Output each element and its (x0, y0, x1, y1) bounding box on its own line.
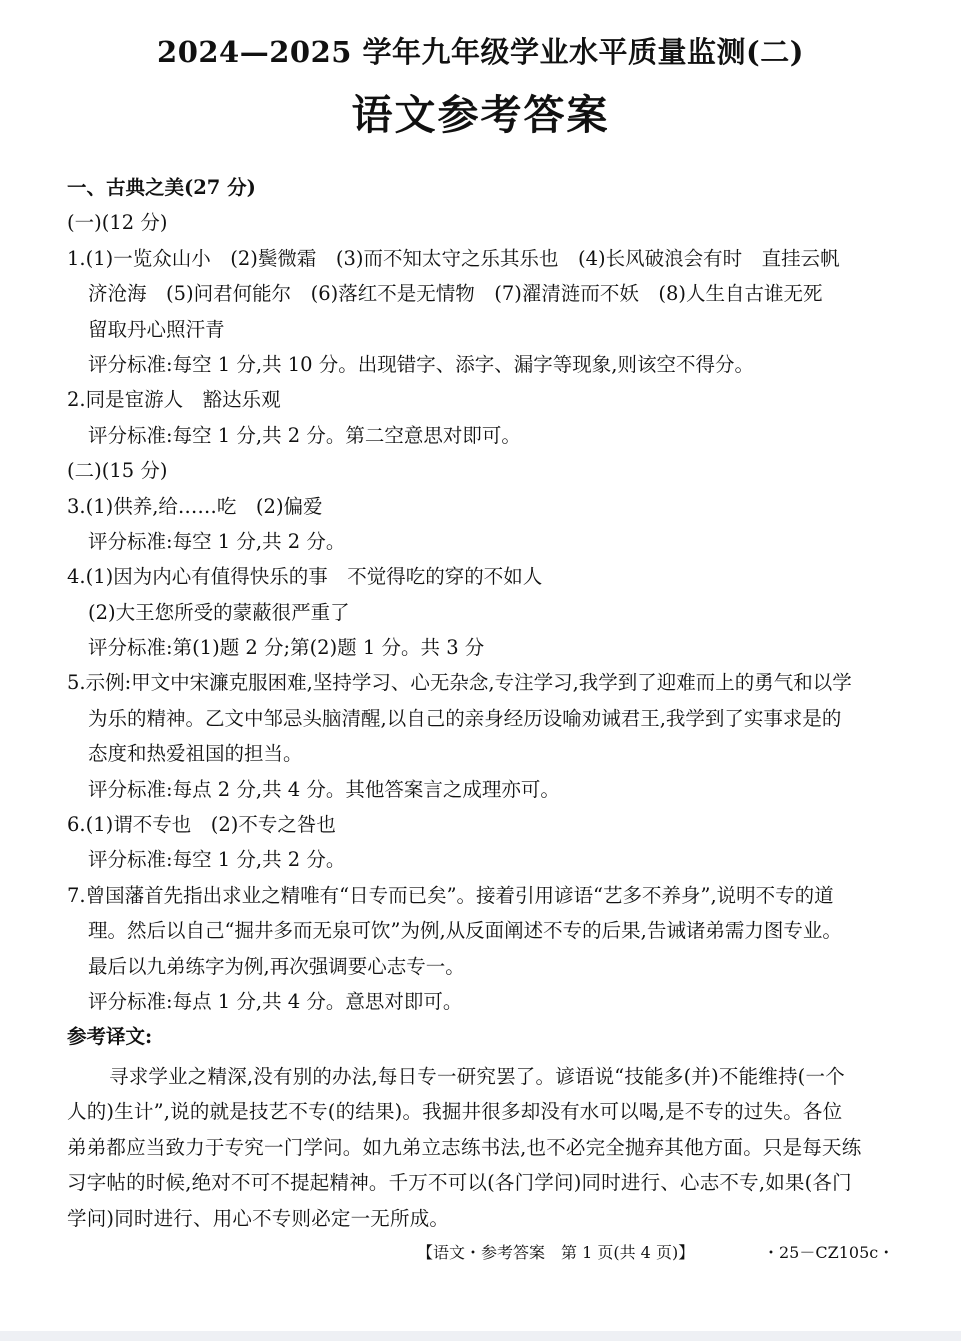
answer-line: 参考译文: (67, 1025, 153, 1049)
answer-line: 评分标准:第(1)题 2 分;第(2)题 1 分。共 3 分 (88, 636, 485, 660)
answer-line: 评分标准:每点 1 分,共 4 分。意思对即可。 (88, 989, 463, 1013)
page-footer (0, 1240, 961, 1264)
answer-line: 评分标准:每点 2 分,共 4 分。其他答案言之成理亦可。 (88, 777, 560, 801)
translation-line: 弟弟都应当致力于专究一门学问。如九弟立志练书法,也不必完全抛弃其他方面。只是每天练 (67, 1135, 862, 1159)
bottom-edge (0, 1331, 961, 1341)
answer-line: 评分标准:每空 1 分,共 2 分。 (88, 529, 346, 553)
answer-content (67, 170, 897, 1236)
answer-line: (2)大王您所受的蒙蔽很严重了 (88, 600, 350, 624)
answer-line: 2.同是宦游人 豁达乐观 (67, 388, 281, 412)
answer-line: 评分标准:每空 1 分,共 2 分。 (88, 848, 346, 872)
footer-code: ・25－CZ105c・ (763, 1243, 895, 1262)
translation-line: 习字帖的时候,绝对不可不提起精神。千万不可以(各门学问)同时进行、心志不专,如果(各门 (67, 1171, 852, 1195)
answer-line: 评分标准:每空 1 分,共 10 分。出现错字、添字、漏字等现象,则该空不得分。 (88, 352, 754, 376)
answer-line: 3.(1)供养,给……吃 (2)偏爱 (67, 494, 323, 518)
answer-line: 1.(1)一览众山小 (2)鬓微霜 (3)而不知太守之乐其乐也 (4)长风破浪会有时 直挂云帆 (67, 246, 840, 270)
answer-line: 7.曾国藩首先指出求业之精唯有“日专而已矣”。接着引用谚语“艺多不养身”,说明不专的道 (67, 883, 834, 907)
answer-line: 最后以九弟练字为例,再次强调要心志专一。 (88, 954, 465, 978)
exam-title: 2024—2025 学年九年级学业水平质量监测(二) (157, 35, 804, 69)
translation-line: 人的)生计”,说的就是技艺不专(的结果)。我掘井很多却没有水可以喝,是不专的过失。各位 (67, 1100, 843, 1124)
answer-line: 4.(1)因为内心有值得快乐的事 不觉得吃的穿的不如人 (67, 565, 543, 589)
reference-translation (67, 1059, 897, 1237)
document-title: 语文参考答案 (351, 91, 610, 139)
answer-line: 评分标准:每空 1 分,共 2 分。第二空意思对即可。 (88, 423, 521, 447)
answer-line: 一、古典之美(27 分) (67, 176, 256, 199)
answer-line: 为乐的精神。乙文中邹忌头脑清醒,以自己的亲身经历设喻劝诫君王,我学到了实事求是的 (88, 706, 842, 730)
answer-line: (一)(12 分) (67, 211, 168, 235)
footer-page-info: 【语文・参考答案 第 1 页(共 4 页)】 (417, 1243, 695, 1262)
answer-line: 留取丹心照汗青 (88, 317, 225, 341)
answer-line: 5.示例:甲文中宋濂克服困难,坚持学习、心无杂念,专注学习,我学到了迎难而上的勇气和以学 (67, 671, 852, 695)
answer-line: 济沧海 (5)问君何能尔 (6)落红不是无情物 (7)濯清涟而不妖 (8)人生自古谁无死 (88, 282, 823, 306)
answer-line: 态度和热爱祖国的担当。 (88, 742, 303, 766)
answer-lines (67, 170, 897, 1055)
answer-line: 理。然后以自己“掘井多而无泉可饮”为例,从反面阐述不专的后果,告诫诸弟需力图专业。 (88, 919, 842, 943)
answer-line: (二)(15 分) (67, 459, 168, 483)
answer-line: 6.(1)谓不专也 (2)不专之咎也 (67, 813, 336, 837)
translation-line: 学问)同时进行、用心不专则必定一无所成。 (67, 1206, 450, 1230)
translation-line: 寻求学业之精深,没有别的办法,每日专一研究罢了。谚语说“技能多(并)不能维持(一个 (109, 1064, 845, 1088)
